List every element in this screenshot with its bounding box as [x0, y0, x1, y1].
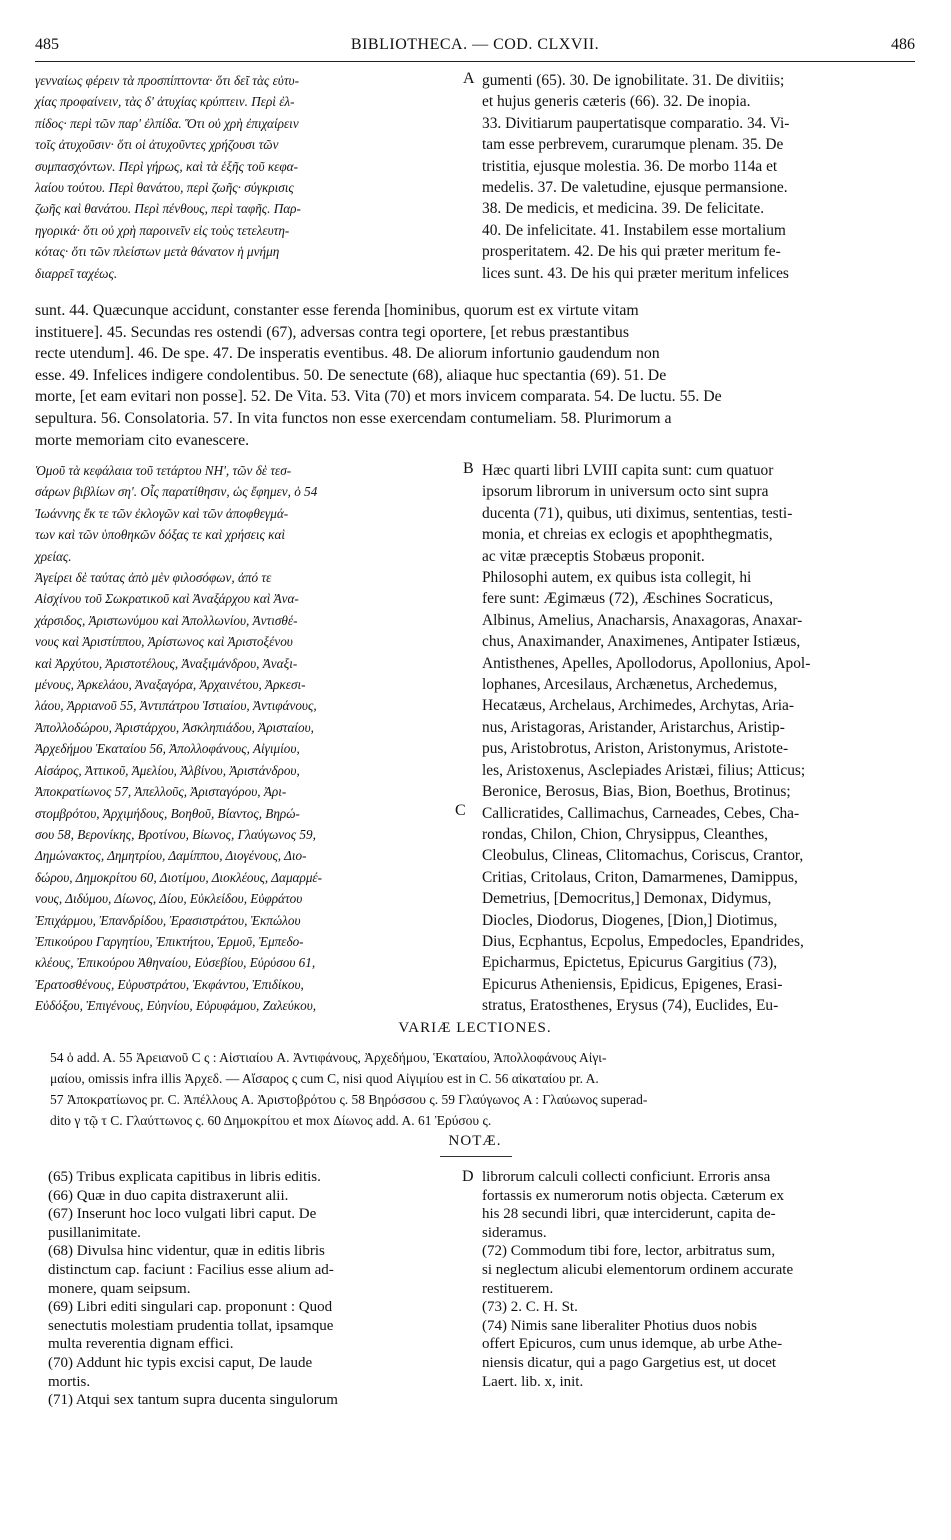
note-line: senectutis molestiam prudentia tollat, ipsamque: [48, 1317, 334, 1334]
variant-reading-line: μαίου, omissis infra illis Ἀρχεδ. — Αἴσαρος ς cum C, nisi quod Αἰγιμίου est in C. 56 αἰκαταίου pr. A.: [50, 1071, 599, 1086]
greek-text-line: στομβρότου, Ἀρχιμήδους, Βοηθοῦ, Βίαντος, Βηρώ-: [35, 805, 300, 821]
note-line: distinctum cap. faciunt : Facilius esse alium ad-: [48, 1261, 334, 1278]
latin-text-line: prosperitatem. 42. De his qui præter meritum fe-: [482, 243, 781, 261]
greek-column-top: [35, 70, 460, 284]
notae-right-column: [482, 1168, 922, 1391]
latin-text-line: morte memoriam cito evanescere.: [35, 431, 250, 449]
note-line: (72) Commodum tibi fore, lector, arbitratus sum,: [482, 1243, 776, 1260]
greek-text-line: χίας προφαίνειν, τὰς δ' ἀτυχίας κρύπτειν. Περὶ ἐλ-: [35, 94, 295, 110]
latin-text-line: ducenta (71), quibus, uti diximus, sententias, testi-: [482, 504, 793, 522]
variae-lectiones-title: VARIÆ LECTIONES.: [398, 1020, 552, 1036]
note-line: offert Epicuros, cum unus idemque, ab urbe Athe-: [482, 1336, 783, 1353]
greek-text-line: Ἀποκρατίωνος 57, Ἀπελλοῦς, Ἀρισταγόρου, Ἀρι-: [35, 784, 287, 800]
notae-title: NOTÆ.: [448, 1133, 502, 1149]
greek-text-line: γενναίως φέρειν τὰ προσπίπτοντα· ὅτι δεῖ τὰς εὐτυ-: [35, 73, 299, 88]
latin-text-line: Dius, Ecphantus, Ecpolus, Empedocles, Epandrides,: [482, 932, 804, 950]
latin-text-line: rondas, Chilon, Chion, Chrysippus, Cleanthes,: [482, 825, 769, 843]
note-line: mortis.: [48, 1373, 91, 1390]
latin-text-line: Philosophi autem, ex quibus ista collegit, hi: [482, 569, 752, 587]
note-line: (74) Nimis sane liberaliter Photius duos nobis: [482, 1317, 757, 1334]
greek-text-line: νους, Διδύμου, Δίωνος, Δίου, Εὐκλείδου, Εὐφράτου: [35, 891, 303, 907]
greek-text-line: Ὁμοῦ τὰ κεφάλαια τοῦ τετάρτου ΝΗ', τῶν δὲ τεσ-: [35, 463, 292, 478]
latin-text-line: pus, Aristobrotus, Ariston, Aristonymus, Aristote-: [482, 740, 789, 758]
note-line: (70) Addunt hic typis excisi caput, De laude: [48, 1354, 313, 1371]
latin-text-line: Cleobulus, Clineas, Clitomachus, Coriscus, Crantor,: [482, 847, 804, 865]
note-line: restituerem.: [482, 1280, 554, 1297]
greek-text-line: σάρων βιβλίων ση'. Οἷς παρατίθησιν, ὡς ἔφημεν, ὁ 54: [35, 484, 318, 500]
latin-text-line: gumenti (65). 30. De ignobilitate. 31. De divitiis;: [482, 72, 785, 89]
greek-text-line: χρείας.: [35, 548, 72, 564]
note-line: librorum calculi collecti conficiunt. Erroris ansa: [482, 1169, 771, 1185]
note-line: pusillanimitate.: [48, 1224, 141, 1241]
variant-reading-line: dito γ τῷ τ C. Γλαύττωνος ς. 60 Δημοκρίτου et mox Δίωνος add. A. 61 Ἐρύσου ς.: [50, 1113, 492, 1128]
latin-text-line: Hecatæus, Archelaus, Archimedes, Archytas, Aria-: [482, 697, 794, 715]
note-line: (68) Divulsa hinc videntur, quæ in editis libris: [48, 1243, 325, 1260]
greek-text-line: Ἰωάννης ἔκ τε τῶν ἐκλογῶν καὶ τῶν ἀποφθεγμά-: [35, 505, 289, 521]
note-line: sideramus.: [482, 1224, 547, 1241]
variae-lectiones-text: [50, 1047, 930, 1131]
latin-text-line: sunt. 44. Quæcunque accidunt, constanter esse ferenda [hominibus, quorum est ex virtute vitam: [35, 302, 639, 319]
greek-text-line: λάου, Ἀρριανοῦ 55, Ἀντιπάτρου Ἱστιαίου, Ἀντιφάνους,: [35, 698, 317, 714]
page-number-right: 486: [891, 36, 915, 53]
latin-text-line: Epicurus Atheniensis, Epidicus, Epigenes, Erasi-: [482, 975, 783, 993]
greek-text-line: Ἐπικούρου Γαργητίου, Ἐπικτήτου, Ἑρμοῦ, Ἐμπεδο-: [35, 933, 304, 949]
note-line: niensis dicatur, qui a pago Gargetius est, ut docet: [482, 1354, 777, 1371]
latin-text-line: ipsorum librorum in universum octo sint supra: [482, 483, 769, 501]
greek-text-line: Ἀγείρει δὲ ταύτας ἀπὸ μὲν φιλοσόφων, ἀπό τε: [35, 570, 272, 586]
latin-text-line: 33. Divitiarum paupertatisque comparatio. 34. Vi-: [482, 114, 790, 132]
latin-text-line: Epicharmus, Epictetus, Epicurus Gargitius (73),: [482, 954, 778, 972]
latin-text-line: monia, et chreias ex eclogis et apophthegmatis,: [482, 526, 773, 544]
latin-full-width-text: [35, 300, 915, 451]
greek-text-line: Αἰσχίνου τοῦ Σωκρατικοῦ καὶ Ἀναξάρχου καὶ Ἀνα-: [35, 591, 299, 607]
note-line: (73) 2. C. H. St.: [482, 1299, 578, 1316]
greek-text-line: ηγορικά· ὅτι οὐ χρὴ παροινεῖν εἰς τοὺς τετελευτη-: [35, 222, 290, 238]
greek-text-line: ζωῆς καὶ θανάτου. Περὶ πένθους, περὶ ταφῆς. Παρ-: [35, 201, 301, 217]
note-line: (69) Libri editi singulari cap. proponunt : Quod: [48, 1299, 333, 1316]
latin-text-line: ac vitæ præceptis Stobæus proponit.: [482, 547, 705, 565]
latin-text-line: lices sunt. 43. De his qui præter meritum infelices: [482, 264, 789, 282]
margin-marker-a: A: [463, 70, 475, 87]
latin-text-line: lophanes, Arcesilaus, Archænetus, Archedemus,: [482, 676, 778, 694]
greek-text-line: καὶ Ἀρχύτου, Ἀριστοτέλους, Ἀναξιμάνδρου, Ἀναξι-: [35, 655, 298, 671]
greek-text-line: πίδος· περὶ τῶν παρ' ἐλπίδα. Ὅτι οὐ χρὴ ἐπιχαίρειν: [35, 115, 299, 131]
greek-column-middle: [35, 460, 460, 1017]
latin-text-line: esse. 49. Infelices indigere condolentibus. 50. De senectute (68), aliaque huc spectantia (69). 51. De: [35, 366, 667, 384]
latin-text-line: et hujus generis cæteris (66). 32. De inopia.: [482, 93, 751, 111]
page-header: [35, 36, 915, 60]
greek-text-line: Δημώνακτος, Δημητρίου, Δαμίππου, Διογένους, Διο-: [35, 848, 307, 864]
variant-reading-line: 57 Ἀποκρατίωνος pr. C. Ἀπέλλους A. Ἀριστοβρότου ς. 58 Βηρόσσου ς. 59 Γλαύγωνος A : Γλαύωνος superad-: [50, 1092, 648, 1107]
greek-text-line: Εὐδόξου, Ἐπιγένους, Εὐηνίου, Εὐρυφάμου, Ζαλεύκου,: [35, 998, 317, 1014]
page-number-left: 485: [35, 36, 59, 53]
latin-text-line: 38. De medicis, et medicina. 39. De felicitate.: [482, 200, 765, 218]
latin-text-line: Albinus, Amelius, Anacharsis, Anaxagoras, Anaxar-: [482, 611, 803, 629]
note-line: si neglectum alicubi elementorum ordinem accurate: [482, 1261, 794, 1278]
latin-text-line: instituere]. 45. Secundas res ostendi (67), adversas contra tegi oportere, [et rebus præstantibus: [35, 323, 629, 341]
latin-text-line: sepultura. 56. Consolatoria. 57. In vita functos non esse exercendam contumeliam. 58. Plurimorum a: [35, 409, 672, 427]
latin-text-line: morte, [et eam evitari non posse]. 52. De Vita. 53. Vita (70) et mors invicem comparata. 54. De luctu. 55. De: [35, 388, 722, 406]
note-line: monere, quam seipsum.: [48, 1280, 191, 1297]
latin-text-line: stratus, Eratosthenes, Erysus (74), Euclides, Eu-: [482, 997, 779, 1015]
note-line: (71) Atqui sex tantum supra ducenta singulorum: [48, 1392, 338, 1409]
note-line: (67) Inserunt hoc loco vulgati libri caput. De: [48, 1206, 317, 1223]
latin-text-line: 40. De infelicitate. 41. Instabilem esse mortalium: [482, 221, 786, 239]
latin-text-line: Demetrius, [Democritus,] Demonax, Didymus,: [482, 890, 772, 908]
greek-text-line: Ἐρατοσθένους, Εὐρυστράτου, Ἐκφάντου, Ἐπιδίκου,: [35, 976, 304, 992]
greek-text-line: νους καὶ Ἀριστίππου, Ἀρίστωνος καὶ Ἀριστοξένου: [35, 634, 293, 650]
latin-text-line: nus, Aristagoras, Aristander, Aristarchus, Aristip-: [482, 718, 785, 736]
note-line: fortassis ex numerorum notis objecta. Cæterum ex: [482, 1187, 785, 1204]
margin-marker-d: D: [462, 1168, 474, 1185]
greek-text-line: λαίου τούτου. Περὶ θανάτου, περὶ ζωῆς· σύγκρισις: [35, 180, 294, 196]
greek-text-line: των καὶ τῶν ὑποθηκῶν δόξας τε καὶ χρήσεις καὶ: [35, 527, 286, 543]
latin-text-line: tristitia, ejusque molestia. 36. De morbo 114a et: [482, 157, 778, 175]
latin-column-top: [482, 70, 922, 284]
latin-text-line: Antisthenes, Apelles, Apollodorus, Apollonius, Apol-: [482, 654, 811, 672]
margin-marker-c: C: [455, 802, 466, 819]
latin-text-line: tam esse perbrevem, curarumque plenam. 35. De: [482, 136, 784, 154]
greek-text-line: χάρσιδος, Ἀριστωνύμου καὶ Ἀπολλωνίου, Ἀντισθέ-: [35, 612, 298, 628]
latin-column-middle: [482, 460, 922, 1017]
margin-marker-b: B: [463, 460, 474, 477]
latin-text-line: chus, Anaximander, Anaximenes, Antipater Istiæus,: [482, 633, 801, 651]
latin-text-line: Hæc quarti libri LVIII capita sunt: cum quatuor: [482, 462, 774, 479]
greek-text-line: Ἀρχεδήμου Ἑκαταίου 56, Ἀπολλοφάνους, Αἰγιμίου,: [35, 741, 300, 757]
greek-text-line: κλέους, Ἐπικούρου Ἀθηναίου, Εὐσεβίου, Εὐρύσου 61,: [35, 955, 316, 971]
greek-text-line: σου 58, Βερονίκης, Βροτίνου, Βίωνος, Γλαύγωνος 59,: [35, 826, 316, 842]
note-line: his 28 secundi libri, quæ interciderunt, capita de-: [482, 1206, 776, 1223]
latin-text-line: Critias, Critolaus, Criton, Damarmenes, Damippus,: [482, 868, 798, 886]
notae-left-column: [48, 1168, 453, 1410]
latin-text-line: les, Aristoxenus, Asclepiades Aristæi, filius; Atticus;: [482, 761, 806, 779]
greek-text-line: δώρου, Δημοκρίτου 60, Διοτίμου, Διοκλέους, Δαμαρμέ-: [35, 869, 323, 885]
greek-text-line: διαρρεῖ ταχέως.: [35, 265, 118, 281]
variant-reading-line: 54 ὁ add. A. 55 Ἀρειανοῦ C ς : Αἰστιαίου A. Ἀντιφάνους, Ἀρχεδήμου, Ἑκαταίου, Ἀπολλοφάνους Αἰγι-: [50, 1050, 607, 1065]
greek-text-line: τοῖς ἀτυχοῦσιν· ὅτι οἱ ἀτυχοῦντες χρήζουσι τῶν: [35, 137, 279, 153]
greek-text-line: Ἀπολλοδώρου, Ἀριστάρχου, Ἀσκληπιάδου, Ἀρισταίου,: [35, 719, 314, 735]
greek-text-line: μένους, Ἀρκελάου, Ἀναξαγόρα, Ἀρχαινέτου, Ἀρκεσι-: [35, 677, 306, 693]
latin-text-line: Callicratides, Callimachus, Carneades, Cebes, Cha-: [482, 804, 800, 822]
running-title: BIBLIOTHECA. — COD. CLXVII.: [350, 36, 600, 53]
latin-text-line: fere sunt: Ægimæus (72), Æschines Socraticus,: [482, 590, 774, 608]
notae-flourish: [440, 1156, 512, 1157]
greek-text-line: Αἰσάρος, Ἀττικοῦ, Ἀμελίου, Ἀλβίνου, Ἀριστάνδρου,: [35, 762, 300, 778]
note-line: (66) Quæ in duo capita distraxerunt alii.: [48, 1187, 289, 1204]
greek-text-line: Ἐπιχάρμου, Ἐπανδρίδου, Ἐρασιστράτου, Ἐκπώλου: [35, 912, 301, 928]
greek-text-line: συμπασχόντων. Περὶ γήρως, καὶ τὰ ἑξῆς τοῦ κεφα-: [35, 158, 298, 174]
note-line: (65) Tribus explicata capitibus in libris editis.: [48, 1169, 321, 1185]
note-line: multa reverentia dignam effici.: [48, 1336, 234, 1353]
note-line: Laert. lib. x, init.: [482, 1373, 584, 1390]
latin-text-line: Diocles, Diodorus, Diogenes, [Dion,] Diotimus,: [482, 911, 778, 929]
greek-text-line: κότας· ὅτι τῶν πλείστων μετὰ θάνατον ἡ μνήμη: [35, 244, 280, 260]
latin-text-line: Beronice, Berosus, Bias, Bion, Boethus, Brotinus;: [482, 783, 791, 801]
latin-text-line: recte utendum]. 46. De spe. 47. De insperatis eventibus. 48. De aliorum infortunio gaudendum non: [35, 345, 660, 363]
latin-text-line: medelis. 37. De valetudine, ejusque permansione.: [482, 179, 788, 197]
header-rule: [35, 61, 915, 62]
